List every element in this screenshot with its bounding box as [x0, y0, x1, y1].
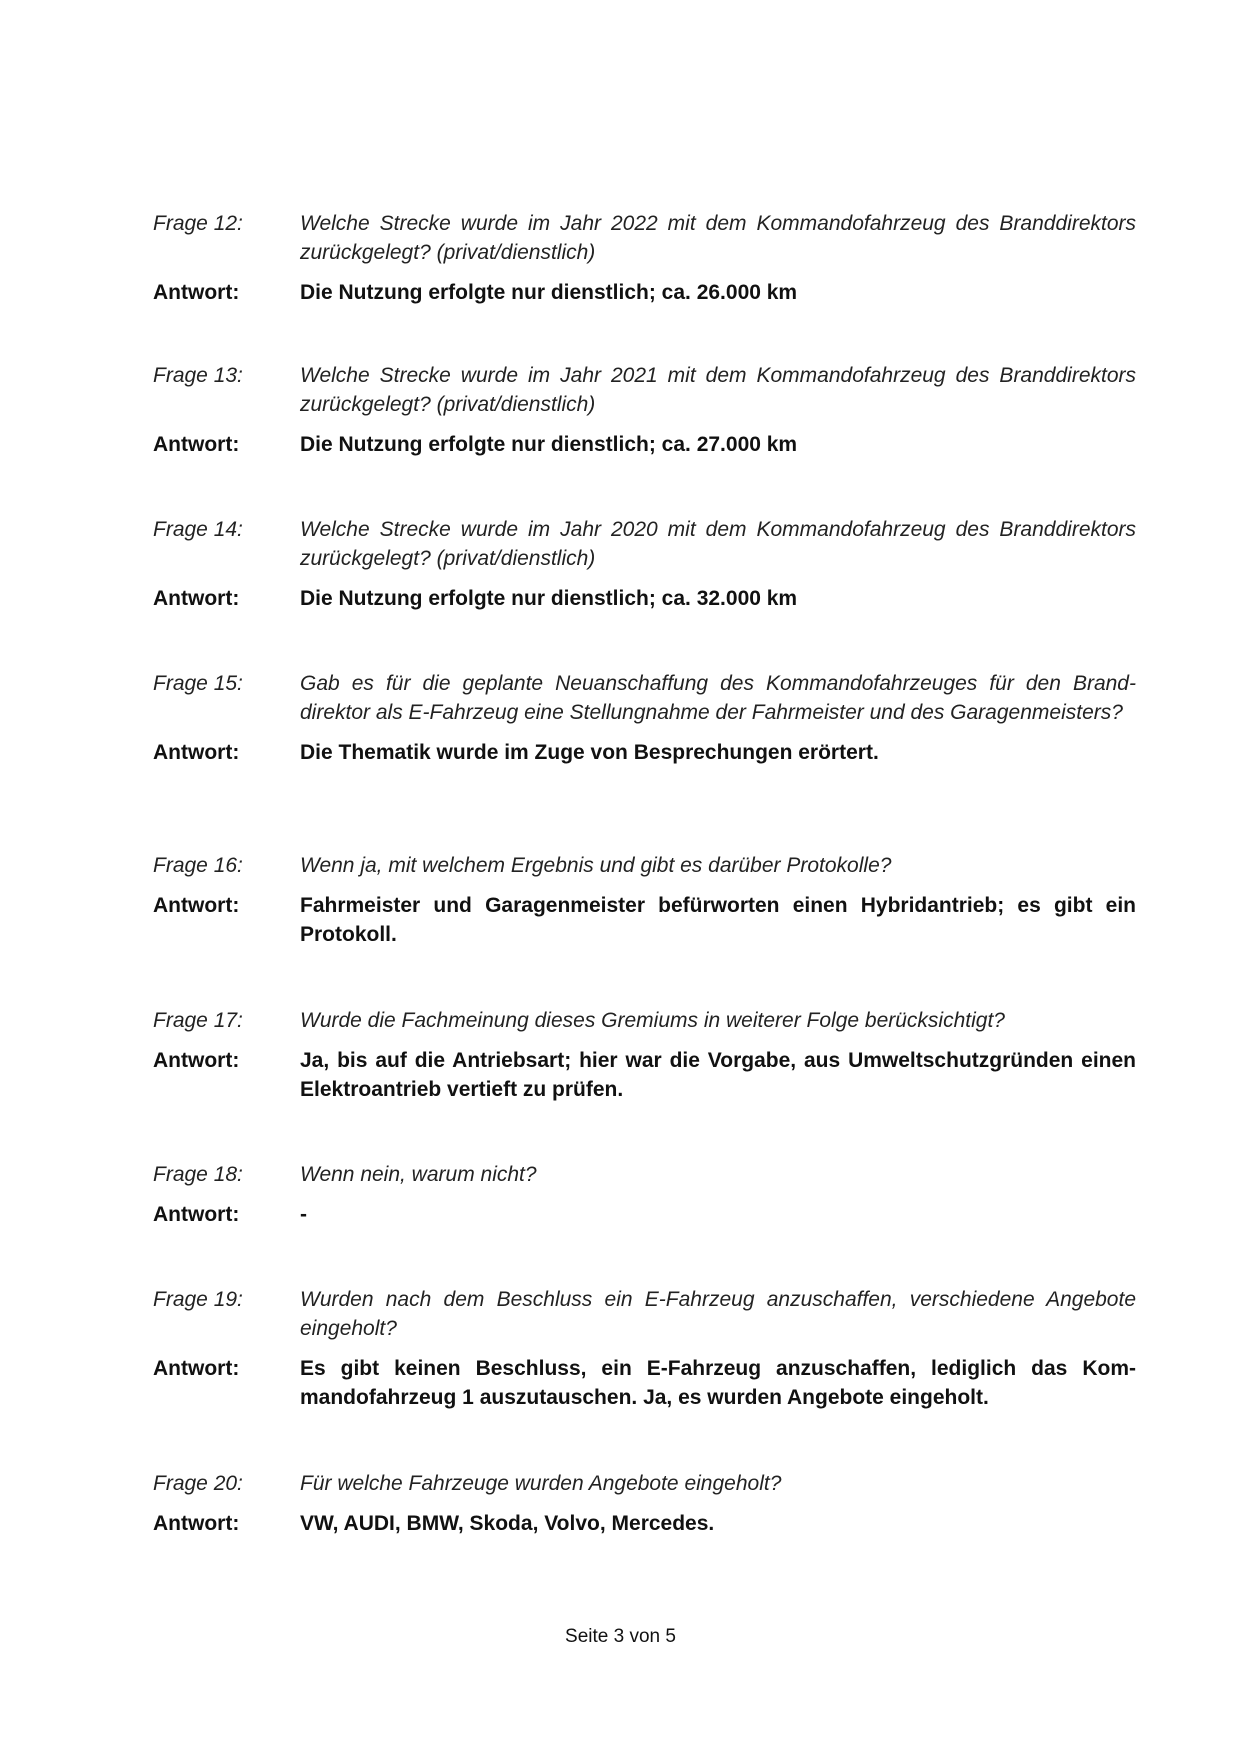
- answer: [153, 1354, 1136, 1412]
- question-text: Wurde die Fachmeinung dieses Gremiums in weiterer Folge berücksichtigt?: [300, 1009, 1005, 1032]
- answer-label: Antwort:: [153, 1049, 240, 1072]
- question-text: Welche Strecke wurde im Jahr 2020 mit dem Kommandofahrzeug des Branddirektors zurückgelegt? (privat/dienstlich): [300, 518, 1136, 570]
- answer: [153, 738, 1136, 767]
- question-text: Wenn ja, mit welchem Ergebnis und gibt es darüber Protokolle?: [300, 854, 892, 877]
- answer-label: Antwort:: [153, 433, 240, 456]
- question-text: Welche Strecke wurde im Jahr 2021 mit dem Kommandofahrzeug des Branddirektors zurückgelegt? (privat/dienstlich): [300, 364, 1136, 416]
- qa-block: [153, 361, 1136, 459]
- answer: [153, 1200, 1136, 1229]
- question-text: Gab es für die geplante Neuanschaffung des Kommandofahrzeuges für den Branddirektor als E-Fahrzeug eine Stellungnahme der Fahrmeister und des Garagenmeisters?: [300, 672, 1136, 724]
- qa-block: [153, 1160, 1136, 1229]
- question-label: Frage 17:: [153, 1009, 243, 1032]
- question-text: Wurden nach dem Beschluss ein E-Fahrzeug anzuschaffen, verschiedene Angebote eingeholt?: [300, 1288, 1136, 1340]
- qa-block: [153, 851, 1136, 949]
- answer: [153, 278, 1136, 307]
- question-label: Frage 20:: [153, 1472, 243, 1495]
- question-label: Frage 18:: [153, 1163, 243, 1186]
- answer-text: Es gibt keinen Beschluss, ein E-Fahrzeug anzuschaffen, lediglich das Kommandofahrzeug 1 auszutauschen. Ja, es wurden Angebote eingeholt.: [300, 1357, 1136, 1409]
- answer-label: Antwort:: [153, 587, 240, 610]
- qa-block: [153, 1285, 1136, 1412]
- qa-block: [153, 515, 1136, 613]
- answer-text: -: [300, 1203, 307, 1226]
- answer-text: Fahrmeister und Garagenmeister befürworten einen Hybridantrieb; es gibt ein Protokoll.: [300, 894, 1136, 946]
- question-label: Frage 13:: [153, 364, 243, 387]
- question-text: Für welche Fahrzeuge wurden Angebote eingeholt?: [300, 1472, 782, 1495]
- question: [153, 1160, 1136, 1189]
- answer-text: Die Nutzung erfolgte nur dienstlich; ca. 32.000 km: [300, 587, 798, 610]
- question-label: Frage 16:: [153, 854, 243, 877]
- question-text: Wenn nein, warum nicht?: [300, 1163, 537, 1186]
- answer-text: Die Nutzung erfolgte nur dienstlich; ca. 27.000 km: [300, 433, 798, 456]
- question: [153, 1285, 1136, 1343]
- qa-block: [153, 1469, 1136, 1538]
- answer-label: Antwort:: [153, 1357, 240, 1380]
- question-label: Frage 14:: [153, 518, 243, 541]
- question: [153, 209, 1136, 267]
- question: [153, 1469, 1136, 1498]
- answer: [153, 1509, 1136, 1538]
- question-label: Frage 15:: [153, 672, 243, 695]
- answer-label: Antwort:: [153, 741, 240, 764]
- question: [153, 851, 1136, 880]
- page-number: Seite 3 von 5: [565, 1626, 676, 1647]
- question-label: Frage 19:: [153, 1288, 243, 1311]
- answer-text: Die Nutzung erfolgte nur dienstlich; ca. 26.000 km: [300, 281, 798, 304]
- answer-label: Antwort:: [153, 894, 240, 917]
- question: [153, 361, 1136, 419]
- qa-block: [153, 1006, 1136, 1104]
- question-text: Welche Strecke wurde im Jahr 2022 mit dem Kommandofahrzeug des Branddirektors zurückgelegt? (privat/dienstlich): [300, 212, 1136, 264]
- answer: [153, 1046, 1136, 1104]
- answer-text: Ja, bis auf die Antriebsart; hier war die Vorgabe, aus Umweltschutzgründen einen Elektroantrieb vertieft zu prüfen.: [300, 1049, 1136, 1101]
- answer-label: Antwort:: [153, 281, 240, 304]
- answer: [153, 430, 1136, 459]
- answer: [153, 891, 1136, 949]
- question: [153, 1006, 1136, 1035]
- qa-block: [153, 669, 1136, 767]
- answer-text: Die Thematik wurde im Zuge von Besprechungen erörtert.: [300, 741, 879, 764]
- answer: [153, 584, 1136, 613]
- question: [153, 515, 1136, 573]
- question: [153, 669, 1136, 727]
- answer-label: Antwort:: [153, 1203, 240, 1226]
- qa-block: [153, 209, 1136, 307]
- answer-text: VW, AUDI, BMW, Skoda, Volvo, Mercedes.: [300, 1512, 715, 1535]
- answer-label: Antwort:: [153, 1512, 240, 1535]
- question-label: Frage 12:: [153, 212, 243, 235]
